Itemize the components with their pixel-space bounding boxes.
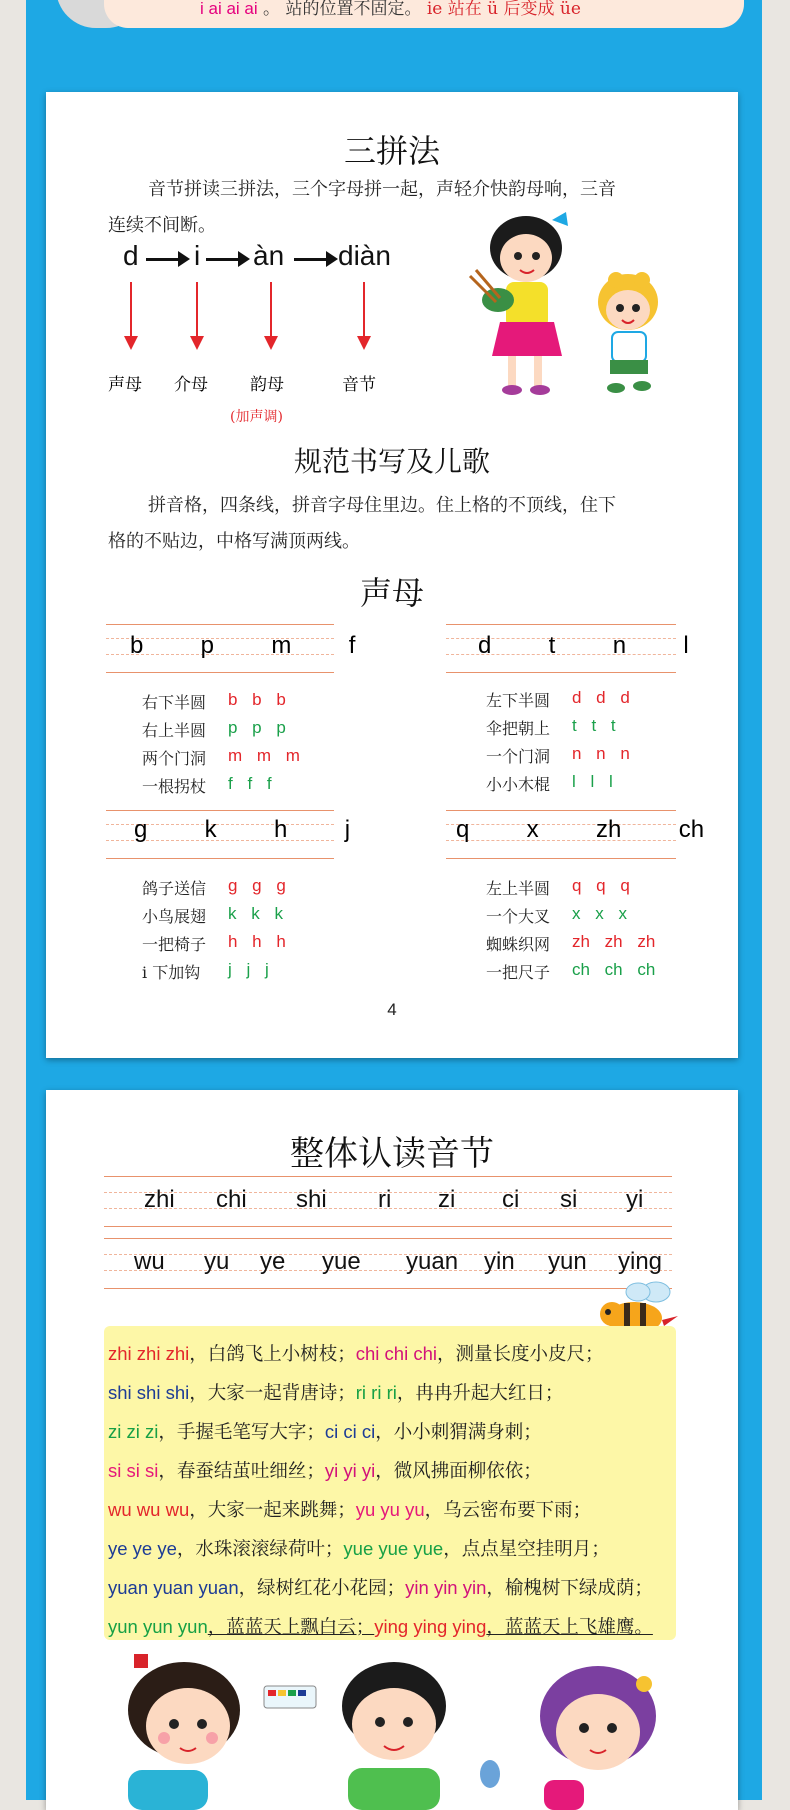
red-arrow-head <box>124 336 138 350</box>
syllable: yi <box>626 1186 644 1213</box>
rhyme-line: zhi zhi zhi，白鸽飞上小树枝；chi chi chi，测量长度小皮尺； <box>108 1343 604 1365</box>
intro-line-1: 音节拼读三拼法，三个字母拼一起，声轻介快韵母响，三音 <box>148 179 616 200</box>
stroke-row: 左下半圆 d d d <box>486 688 630 710</box>
red-arrow <box>363 282 365 338</box>
black-arrow-head <box>326 251 338 267</box>
stroke-row: 一根拐杖 f f f <box>142 774 272 796</box>
kids-drawing-illustration <box>104 1650 684 1810</box>
group-letters: g k h j <box>134 816 351 843</box>
syllable: yun <box>548 1248 587 1275</box>
page-title-sanpin: 三拼法 <box>343 132 440 170</box>
group-letters: q x zh ch <box>456 816 705 843</box>
intro-line-2: 连续不间断。 <box>108 215 216 236</box>
peek-pinyin: i ai ai ai <box>200 0 258 18</box>
syllable: yue <box>322 1248 361 1275</box>
black-arrow-head <box>178 251 190 267</box>
page-5 <box>46 1090 738 1810</box>
stroke-row: i 下加钩 j j j <box>142 960 269 982</box>
syllable: shi <box>296 1186 327 1213</box>
label-yinjie: 音节 <box>342 375 376 395</box>
syllable: zhi <box>144 1186 175 1213</box>
stroke-row: 蜘蛛织网 zh zh zh <box>486 932 656 954</box>
section-shengmu: 声母 <box>359 574 424 612</box>
syllable: yin <box>484 1248 515 1275</box>
red-arrow-head <box>357 336 371 350</box>
stroke-row: 左上半圆 q q q <box>486 876 630 898</box>
black-arrow <box>206 258 240 261</box>
syllable: yu <box>204 1248 230 1275</box>
seq-d: d <box>123 240 139 271</box>
syllable: wu <box>134 1248 165 1275</box>
group-letters: d t n l <box>478 632 689 659</box>
black-arrow <box>146 258 180 261</box>
peek-text-2: ie 站在 ü 后变成 üe <box>426 0 581 19</box>
stroke-row: 右上半圆 p p p <box>142 718 286 740</box>
syllable: ri <box>378 1186 392 1213</box>
rhyme-line: zi zi zi，手握毛笔写大字；ci ci ci，小小刺猬满身刺； <box>108 1421 542 1443</box>
syllable: zi <box>438 1186 456 1213</box>
stroke-row: 一个门洞 n n n <box>486 744 630 766</box>
red-arrow-head <box>264 336 278 350</box>
stroke-row: 一把尺子 ch ch ch <box>486 960 656 982</box>
stroke-row: 小小木棍 l l l <box>486 772 613 794</box>
black-arrow <box>294 258 328 261</box>
children-illustration <box>456 210 696 410</box>
page-number: 4 <box>387 1000 397 1019</box>
rhyme-line: yuan yuan yuan，绿树红花小花园；yin yin yin，榆槐树下绿成荫； <box>108 1577 653 1599</box>
subtitle-writing: 规范书写及儿歌 <box>293 445 490 478</box>
red-arrow <box>130 282 132 338</box>
rhyme-line: shi shi shi，大家一起背唐诗；ri ri ri，冉冉升起大红日； <box>108 1382 564 1404</box>
black-arrow-head <box>238 251 250 267</box>
syllable: ye <box>260 1248 286 1275</box>
stroke-row: 伞把朝上 t t t <box>486 716 616 738</box>
label-yunmu: 韵母 <box>250 375 284 395</box>
stroke-row: 右下半圆 b b b <box>142 690 286 712</box>
red-arrow <box>270 282 272 338</box>
stroke-row: 小鸟展翅 k k k <box>142 904 283 926</box>
seq-an: àn <box>253 240 285 271</box>
rhyme-line: ye ye ye，水珠滚滚绿荷叶；yue yue yue，点点星空挂明月； <box>108 1538 610 1560</box>
para2-line-1: 拼音格，四条线，拼音字母住里边。住上格的不顶线，住下 <box>148 495 616 516</box>
syllable: ying <box>618 1248 663 1275</box>
peek-text: 。 站的位置不固定。 <box>263 0 422 19</box>
syllable: chi <box>216 1186 247 1213</box>
stroke-row: 一把椅子 h h h <box>142 932 286 954</box>
label-shengmu: 声母 <box>108 375 142 395</box>
page-title-zhengti: 整体认读音节 <box>290 1134 494 1174</box>
tone-note: (加声调) <box>230 409 283 425</box>
four-line-grid <box>104 1238 672 1290</box>
group-letters: b p m f <box>130 632 356 659</box>
label-jiemu: 介母 <box>174 375 208 395</box>
seq-dian: diàn <box>338 240 391 271</box>
rhyme-line: wu wu wu，大家一起来跳舞；yu yu yu，乌云密布要下雨； <box>108 1499 592 1521</box>
red-arrow-head <box>190 336 204 350</box>
syllable: si <box>560 1186 578 1213</box>
rhyme-box <box>104 1326 676 1640</box>
stroke-row: 鸽子送信 g g g <box>142 876 286 898</box>
syllable: yuan <box>406 1248 459 1275</box>
stroke-row: 一个大叉 x x x <box>486 904 627 926</box>
rhyme-line: si si si，春蚕结茧吐细丝；yi yi yi，微风拂面柳依依； <box>108 1460 542 1482</box>
page-4 <box>46 92 738 1058</box>
rhyme-line: yun yun yun，蓝蓝天上飘白云；ying ying ying，蓝蓝天上飞雄鹰。 <box>108 1616 653 1638</box>
previous-page-fragment <box>104 0 744 28</box>
seq-i: i <box>194 240 201 271</box>
red-arrow <box>196 282 198 338</box>
para2-line-2: 格的不贴边，中格写满顶两线。 <box>108 531 360 552</box>
syllable: ci <box>502 1186 520 1213</box>
stroke-row: 两个门洞 m m m <box>142 746 300 768</box>
